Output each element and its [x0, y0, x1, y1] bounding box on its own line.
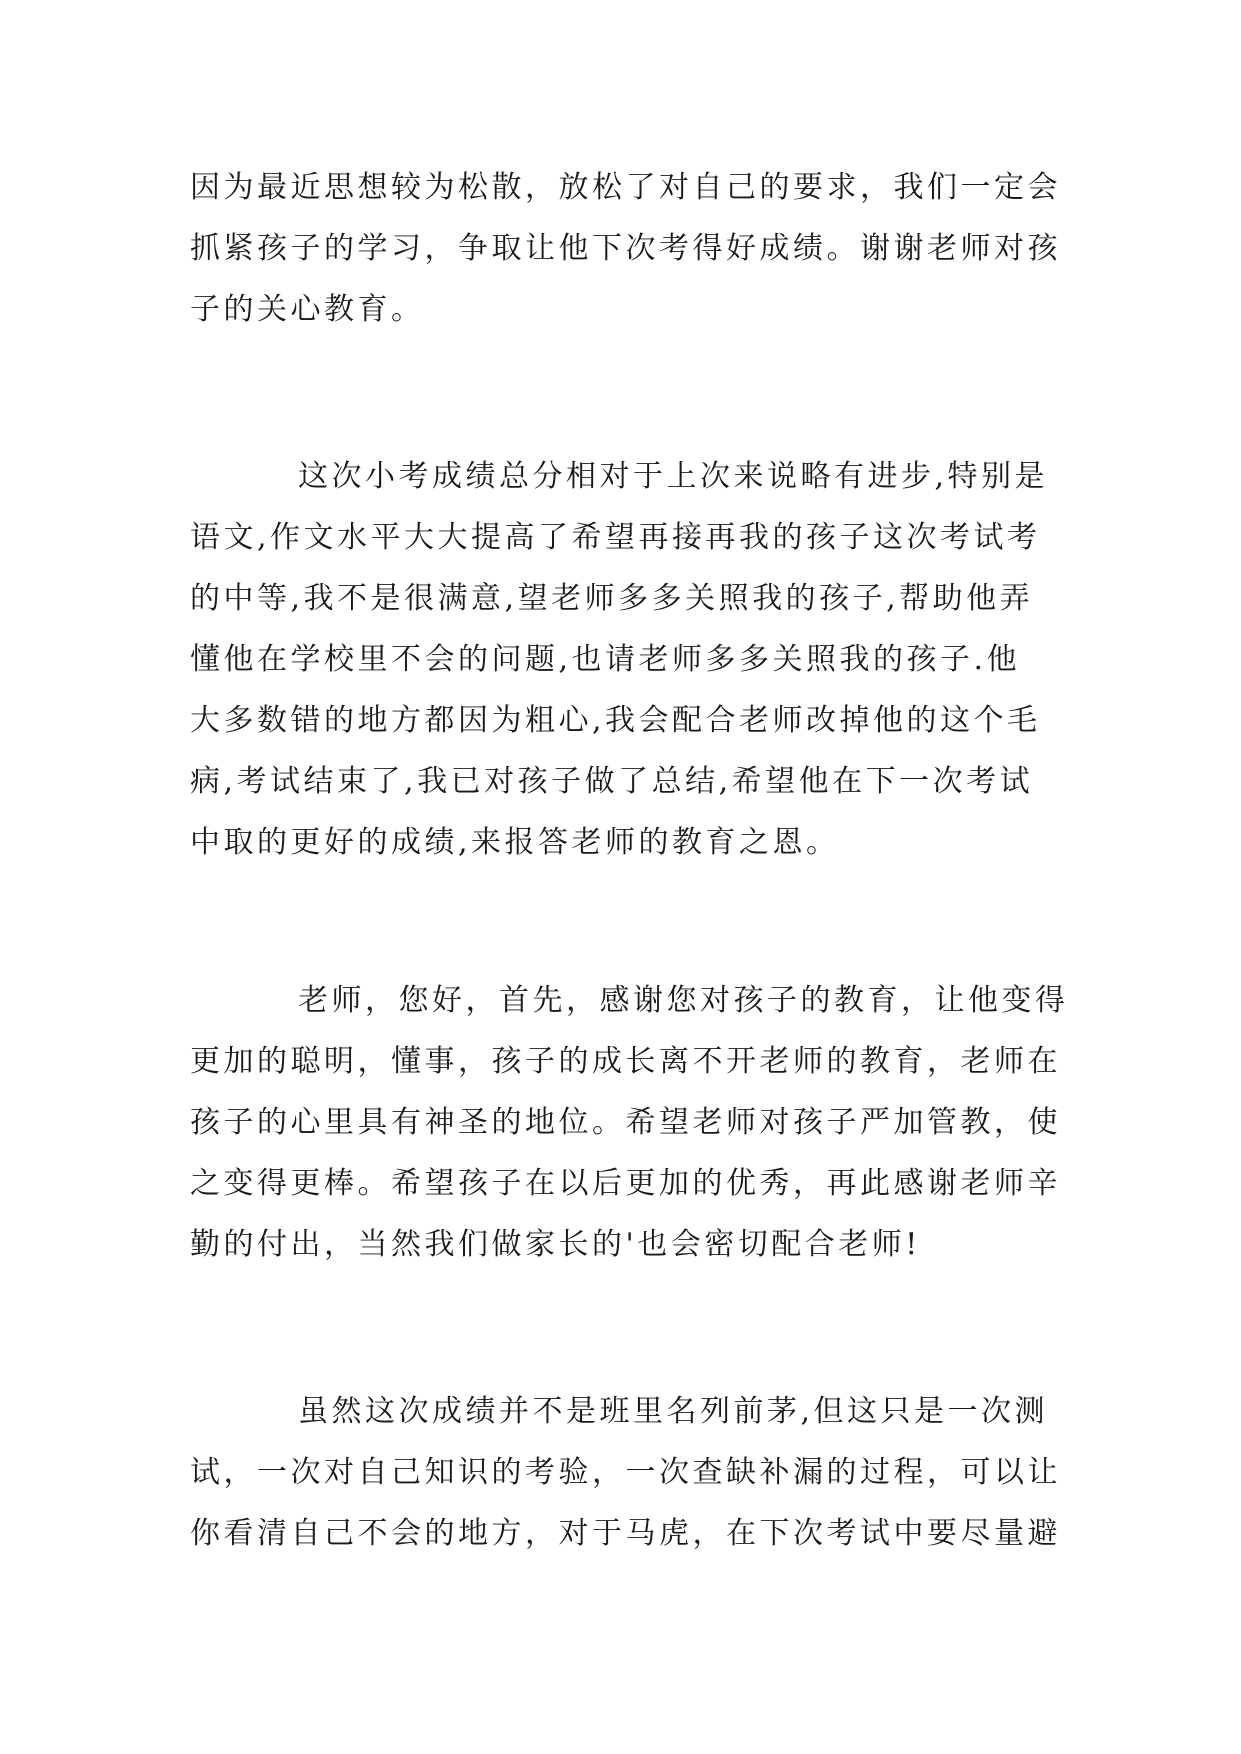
paragraph-line: 老师，您好，首先，感谢您对孩子的教育，让他变得: [298, 983, 1069, 1018]
paragraph-line: 这次小考成绩总分相对于上次来说略有进步,特别是: [298, 459, 1049, 494]
paragraph-line: 孩子的心里具有神圣的地位。希望老师对孩子严加管教，使: [190, 1105, 1061, 1140]
paragraph-line: 懂他在学校里不会的问题,也请老师多多关照我的孩子.他: [190, 642, 1021, 677]
paragraph-line: 试，一次对自己知识的考验，一次查缺补漏的过程，可以让: [190, 1455, 1061, 1490]
paragraph-line: 语文,作文水平大大提高了希望再接再我的孩子这次考试考: [190, 520, 1041, 555]
paragraph-4: [190, 1381, 1060, 1564]
paragraph-line: 之变得更棒。希望孩子在以后更加的优秀，再此感谢老师辛: [190, 1166, 1061, 1201]
paragraph-line: 大多数错的地方都因为粗心,我会配合老师改掉他的这个毛: [190, 703, 1041, 738]
paragraph-line: 抓紧孩子的学习，争取让他下次考得好成绩。谢谢老师对孩: [190, 231, 1061, 266]
paragraph-line: 病,考试结束了,我已对孩子做了总结,希望他在下一次考试: [190, 764, 1034, 799]
paragraph-3: [190, 970, 1069, 1275]
paragraph-line: 勤的付出，当然我们做家长的'也会密切配合老师!: [190, 1227, 921, 1262]
paragraph-1: [190, 157, 1060, 340]
paragraph-line: 子的关心教育。: [190, 292, 425, 327]
paragraph-line: 的中等,我不是很满意,望老师多多关照我的孩子,帮助他弄: [190, 581, 1034, 616]
paragraph-line: 中取的更好的成绩,来报答老师的教育之恩。: [190, 825, 840, 860]
paragraph-line: 虽然这次成绩并不是班里名列前茅,但这只是一次测: [298, 1394, 1049, 1429]
paragraph-line: 你看清自己不会的地方，对于马虎，在下次考试中要尽量避: [190, 1516, 1061, 1551]
paragraph-line: 更加的聪明，懂事，孩子的成长离不开老师的教育，老师在: [190, 1044, 1061, 1079]
paragraph-2: [190, 446, 1060, 873]
paragraph-line: 因为最近思想较为松散，放松了对自己的要求，我们一定会: [190, 170, 1061, 205]
